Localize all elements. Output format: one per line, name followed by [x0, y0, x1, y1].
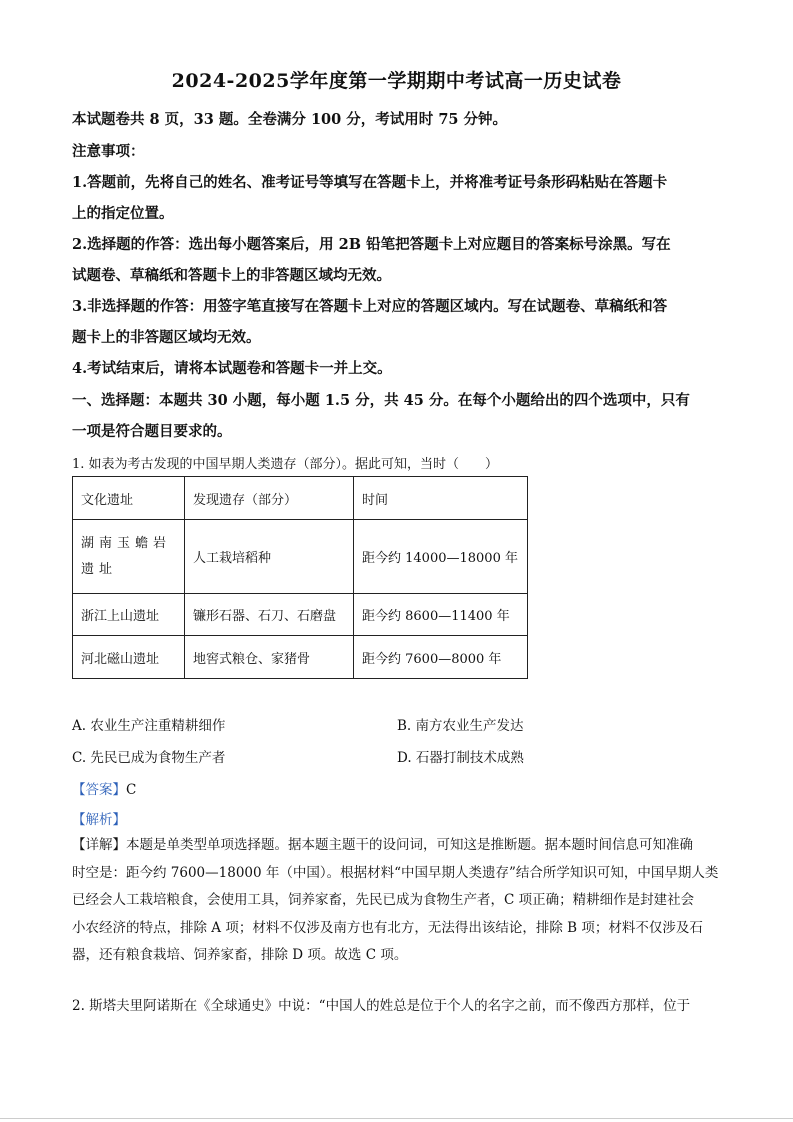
note-line: 2.选择题的作答：选出每小题答案后，用 2B 铅笔把答题卡上对应题目的答案标号涂黑。写在	[72, 236, 671, 253]
note-line: 4.考试结束后，请将本试题卷和答题卡一并上交。	[72, 360, 392, 377]
answer-label: 【答案】	[72, 782, 126, 798]
answer-value: C	[126, 782, 137, 798]
note-line: 1.答题前，先将自己的姓名、准考证号等填写在答题卡上，并将准考证号条形码粘贴在答题卡	[72, 174, 668, 191]
table-cell: 河北磁山遗址	[73, 636, 185, 679]
table-row	[73, 636, 528, 679]
option-b: B. 南方农业生产发达	[397, 718, 524, 734]
page-bottom-rule	[0, 1118, 793, 1119]
answer-line	[72, 778, 136, 798]
note-line: 试题卷、草稿纸和答题卡上的非答题区域均无效。	[72, 267, 391, 284]
exam-title: 2024-2025学年度第一学期期中考试高一历史试卷	[171, 70, 622, 92]
table-cell: 人工栽培稻种	[185, 520, 354, 594]
table-cell: 地窖式粮仓、家猪骨	[185, 636, 354, 679]
table-cell: 距今约 14000—18000 年	[354, 520, 528, 594]
relics-table	[72, 476, 528, 679]
note-line: 3.非选择题的作答：用签字笔直接写在答题卡上对应的答题区域内。写在试题卷、草稿纸和答	[72, 298, 668, 315]
table-cell: 距今约 7600—8000 年	[354, 636, 528, 679]
table-header-cell: 文化遗址	[73, 477, 185, 520]
table-row	[73, 594, 528, 636]
detail-line: 时空是：距今约 7600—18000 年（中国）。根据材料“中国早期人类遗存”结合所学知识可知，中国早期人类	[72, 864, 719, 881]
table-header-cell: 时间	[354, 477, 528, 520]
analysis-label: 【解析】	[72, 812, 126, 828]
option-a: A. 农业生产注重精耕细作	[72, 718, 226, 734]
table-row	[73, 520, 528, 594]
table-header-row	[73, 477, 528, 520]
section-heading-cont: 一项是符合题目要求的。	[72, 423, 232, 440]
question-1-stem: 1. 如表为考古发现的中国早期人类遗存（部分）。据此可知，当时（ ）	[72, 457, 499, 472]
table-cell: 镰形石器、石刀、石磨盘	[185, 594, 354, 636]
option-c: C. 先民已成为食物生产者	[72, 750, 226, 766]
table-header-cell: 发现遗存（部分）	[185, 477, 354, 520]
detail-line: 已经会人工栽培粮食，会使用工具，饲养家畜，先民已成为食物生产者，C 项正确；精耕细作是封建社会	[72, 892, 695, 908]
detail-line: 【详解】本题是单类型单项选择题。据本题主题干的设问词，可知这是推断题。据本题时间信息可知准确	[72, 837, 693, 853]
notes-heading: 注意事项：	[72, 143, 145, 160]
question-2-stem: 2. 斯塔夫里阿诺斯在《全球通史》中说：“中国人的姓总是位于个人的名字之前，而不像西方那样，位于	[72, 998, 691, 1014]
section-heading: 一、选择题：本题共 30 小题，每小题 1.5 分，共 45 分。在每个小题给出的四个选项中，只有	[72, 392, 690, 409]
note-line: 题卡上的非答题区域均无效。	[72, 329, 261, 346]
table-cell: 湖南玉蟾岩遗址	[73, 520, 185, 594]
detail-line: 器，还有粮食栽培、饲养家畜，排除 D 项。故选 C 项。	[72, 947, 408, 963]
exam-intro: 本试题卷共 8 页，33 题。全卷满分 100 分，考试用时 75 分钟。	[72, 111, 508, 128]
option-d: D. 石器打制技术成熟	[397, 750, 524, 766]
note-line: 上的指定位置。	[72, 205, 174, 222]
table-cell: 距今约 8600—11400 年	[354, 594, 528, 636]
table-cell: 浙江上山遗址	[73, 594, 185, 636]
detail-line: 小农经济的特点，排除 A 项；材料不仅涉及南方也有北方，无法得出该结论，排除 B 项；材料不仅涉及石	[72, 919, 703, 936]
detail-paragraph	[72, 832, 724, 970]
